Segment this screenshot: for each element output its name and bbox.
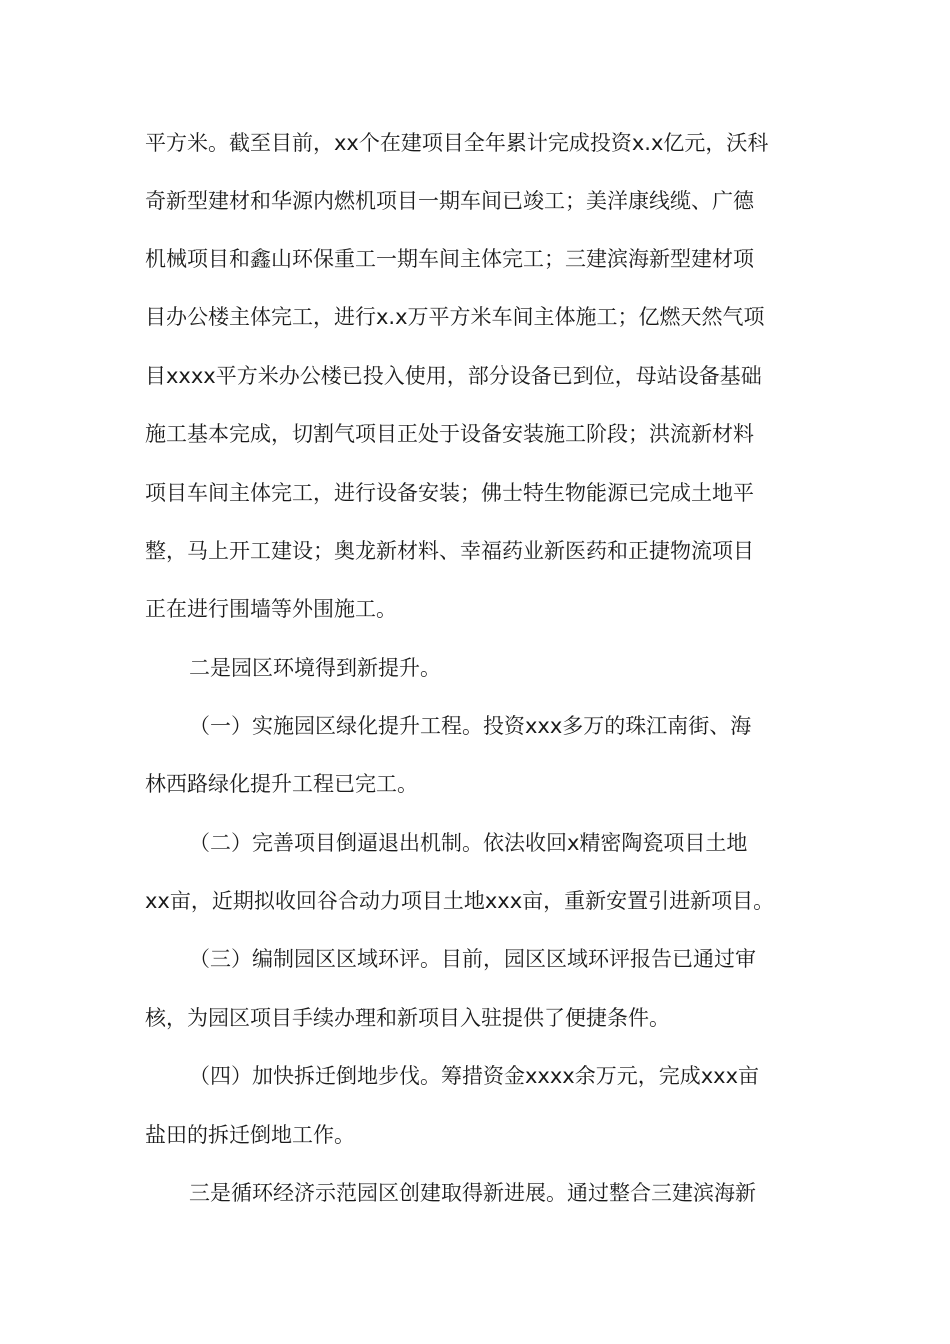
text-line-13: （二）完善项目倒逼退出机制。依法收回x精密陶瓷项目土地	[189, 831, 748, 855]
text-line-8: 整，马上开工建设；奥龙新材料、幸福药业新医药和正捷物流项目	[145, 539, 754, 563]
text-line-17: （四）加快拆迁倒地步伐。筹措资金xxxx余万元，完成xxx亩	[189, 1064, 759, 1088]
section-heading-three: 三是循环经济示范园区创建取得新进展。通过整合三建滨海新	[189, 1181, 756, 1205]
text-line-9: 正在进行围墙等外围施工。	[145, 597, 397, 621]
text-line-7: 项目车间主体完工，进行设备安装；佛士特生物能源已完成土地平	[145, 481, 754, 505]
text-line-6: 施工基本完成，切割气项目正处于设备安装施工阶段；洪流新材料	[145, 422, 754, 446]
text-line-16: 核，为园区项目手续办理和新项目入驻提供了便捷条件。	[145, 1006, 670, 1030]
text-line-15: （三）编制园区区域环评。目前，园区区域环评报告已通过审	[189, 947, 756, 971]
text-line-2: 奇新型建材和华源内燃机项目一期车间已竣工；美洋康线缆、广德	[145, 189, 754, 213]
text-line-3: 机械项目和鑫山环保重工一期车间主体完工；三建滨海新型建材项	[145, 247, 754, 271]
text-line-1: 平方米。截至目前，xx个在建项目全年累计完成投资x.x亿元，沃科	[145, 131, 769, 155]
text-line-11: （一）实施园区绿化提升工程。投资xxx多万的珠江南街、海	[189, 714, 752, 738]
text-line-18: 盐田的拆迁倒地工作。	[145, 1123, 355, 1147]
text-line-12: 林西路绿化提升工程已完工。	[145, 772, 418, 796]
text-line-5: 目xxxx平方米办公楼已投入使用，部分设备已到位，母站设备基础	[145, 364, 762, 388]
section-heading-two: 二是园区环境得到新提升。	[189, 656, 441, 680]
text-line-4: 目办公楼主体完工，进行x.x万平方米车间主体施工；亿燃天然气项	[145, 305, 765, 329]
text-line-14: xx亩，近期拟收回谷合动力项目土地xxx亩，重新安置引进新项目。	[145, 889, 775, 913]
